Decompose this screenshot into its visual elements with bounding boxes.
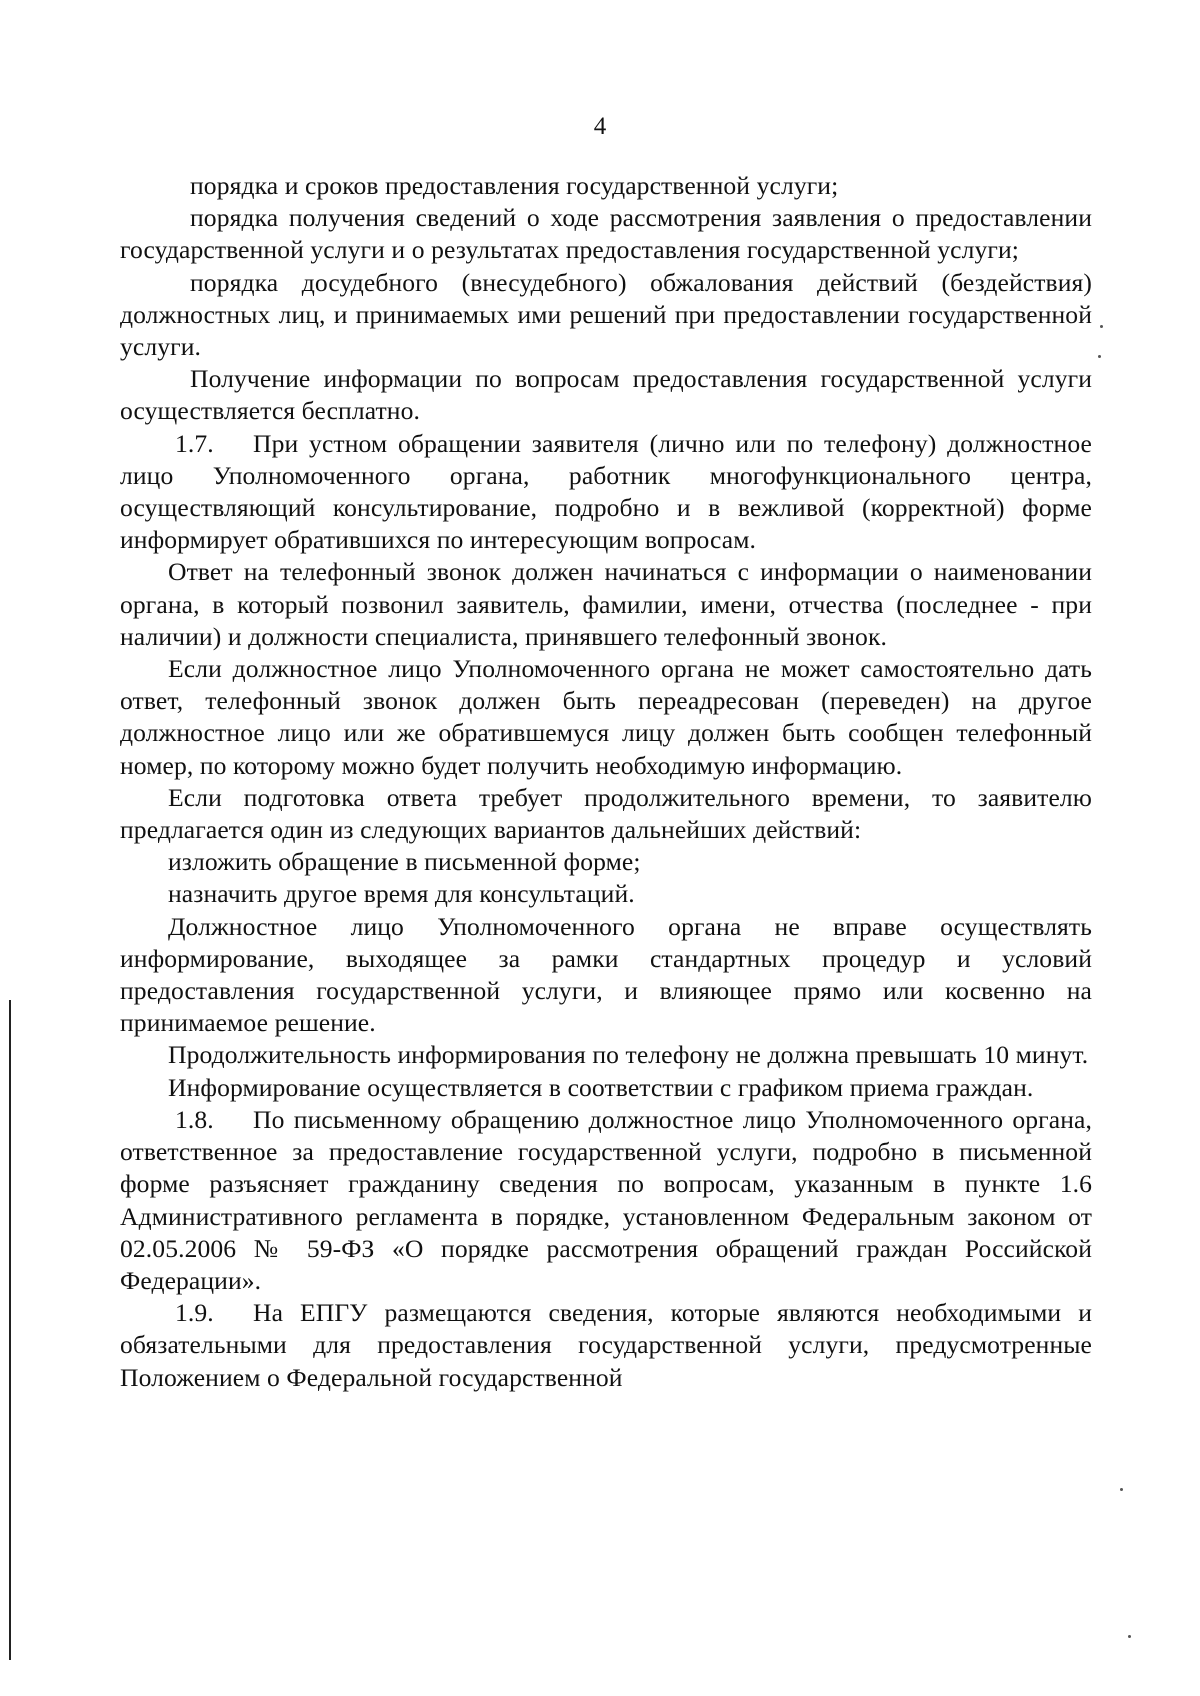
paragraph: Должностное лицо Уполномоченного органа не вправе осуществлять информирование, выходящее за рамки стандартных процедур и условий предоставления государственной услуги, и влияющее прямо или косвенно на принимаемое решение. (120, 911, 1092, 1038)
paragraph: Получение информации по вопросам предоставления государственной услуги осуществляется бесплатно. (120, 364, 1092, 426)
paragraph: Продолжительность информирования по телефону не должна превышать 10 минут. (168, 1040, 1089, 1070)
document-body (120, 170, 1092, 1394)
paragraph: Если должностное лицо Уполномоченного органа не может самостоятельно дать ответ, телефонный звонок должен быть переадресован (переведен) на другое должностное лицо или же обратившемуся лицу должен быть сообщен телефонный номер, по которому можно будет получить необходимую информацию. (120, 654, 1092, 780)
paragraph: порядка и сроков предоставления государственной услуги; (190, 171, 839, 200)
page-number: 4 (593, 113, 607, 140)
clause-1-9 (120, 1297, 1092, 1394)
clause-number: 1.9. (175, 1298, 214, 1328)
paragraph: Ответ на телефонный звонок должен начинаться с информации о наименовании органа, в который позвонил заявитель, фамилии, имени, отчества (последнее - при наличии) и должности специалиста, принявшего телефонный звонок. (120, 557, 1092, 651)
clause-1-8 (120, 1104, 1092, 1297)
scan-speck (1128, 1635, 1131, 1638)
paragraph: Информирование осуществляется в соответствии с графиком приема граждан. (168, 1072, 1034, 1102)
paragraph: порядка получения сведений о ходе рассмотрения заявления о предоставлении государственной услуги и о результатах предоставления государственной услуги; (120, 203, 1092, 265)
list-item: изложить обращение в письменной форме; (168, 847, 641, 877)
clause-1-7 (120, 428, 1092, 557)
clause-number: 1.7. (175, 428, 214, 458)
scan-speck (1120, 1488, 1123, 1491)
list-item: назначить другое время для консультаций. (168, 879, 635, 909)
scan-speck (1098, 355, 1101, 358)
scan-edge-line (9, 1000, 11, 1660)
paragraph: Если подготовка ответа требует продолжительного времени, то заявителю предлагается один из следующих вариантов дальнейших действий: (120, 782, 1092, 845)
clause-number: 1.8. (175, 1104, 214, 1134)
clause-text: При устном обращении заявителя (лично или по телефону) должностное лицо Уполномоченного органа, работник многофункционального центра, осуществляющий консультирование, подробно и в вежливой (корректной) форме информирует обратившихся по интересующим вопросам. (120, 428, 1092, 555)
clause-text: На ЕПГУ размещаются сведения, которые являются необходимыми и обязательными для предоставления государственной услуги, предусмотренные Положением о Федеральной государственной (120, 1298, 1092, 1392)
clause-text: По письменному обращению должностное лицо Уполномоченного органа, ответственное за предоставление государственной услуги, подробно в письменной форме разъясняет гражданину сведения по вопросам, указанным в пункте 1.6 Административного регламента в порядке, установленном Федеральным законом от 02.05.2006 № 59-ФЗ «О порядке рассмотрения обращений граждан Российской Федерации». (120, 1104, 1092, 1295)
paragraph: порядка досудебного (внесудебного) обжалования действий (бездействия) должностных лиц, и принимаемых ими решений при предоставлении государственной услуги. (120, 267, 1092, 362)
scan-speck (1100, 325, 1103, 328)
